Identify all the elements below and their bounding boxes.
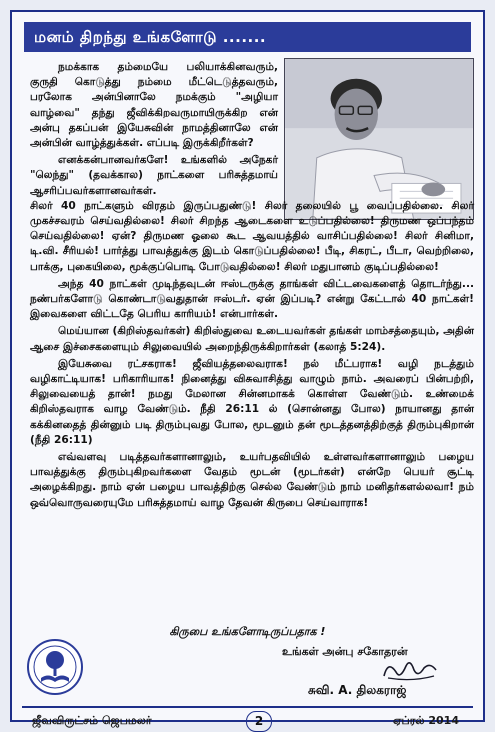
signoff-from: உங்கள் அன்பு சகோதரன் bbox=[282, 645, 408, 658]
paragraph-easter: அந்த 40 நாட்கள் முடிந்தவுடன் ஈஸ்டருக்கு தாங்கள் விட்டவைகளைத் தொடர்ந்து... நண்பர்களோடு கொண்டாடுவதுதான் ஈஸ்டர். ஏன் இப்படி? என்று கேட்டால் 40 நாட்கள்! இவைகளை விட்டதே பெரிய காரியம்! என்பார்கள். bbox=[30, 277, 474, 321]
paragraph-proverbs: இயேசுவை ரட்சகராக! ஜீவியத்தலைவராக! நல் மீட்பராக! வழி நடத்தும் வழிகாட்டியாக! பரிகாரியாக! நினைத்து விசுவாசித்து வாழும் நாம். அவரைப் பின்பற்றி, சிலுவையைத் தான்! நமது மேலான சின்னமாகக் கொள்ள வேண்டும். உண்மைக் கிறிஸ்தவராக வாழ வேண்டும். நீதி 26:11 ல் (சொன்னது போல) நாயானது தான் கக்கினதைத் தின்னும் படி திரும்புவது போல, மூடனும் தன் மூடத்தனத்திற்குத் திரும்புகிறான் (நீதி 26:11) bbox=[30, 357, 474, 446]
author-name: சுவி. A. திலகராஜ் bbox=[308, 683, 407, 697]
magazine-page bbox=[10, 10, 485, 728]
paragraph-conclusion: எவ்வளவு படித்தவர்களானாலும், உயர்பதவியில் உள்ளவர்களானாலும் பழைய பாவத்துக்கு திரும்புகிறவர்களை வேதம் மூடன் (மூடர்கள்) என்றே பெயர் சூட்டி அழைக்கிறது. நாம் ஏன் பழைய பாவத்திற்கு செல்ல வேண்டும் நாம் மனிதர்களல்லவா! நம் ஒவ்வொருவரையுமே பரிசுத்தமாய் வாழ தேவன் கிருபை செய்வாராக! bbox=[30, 451, 474, 509]
closing-blessing: கிருபை உங்களோடிருப்பதாக ! bbox=[169, 625, 326, 638]
footer-divider bbox=[22, 706, 473, 708]
footer-magazine-name: ஜீவவிருட்சம் ஜெபமலர் bbox=[32, 714, 152, 727]
handwritten-signature bbox=[378, 656, 442, 684]
magazine-logo bbox=[26, 638, 84, 696]
footer-issue-date: ஏப்ரல் 2014 bbox=[392, 714, 459, 727]
paragraph-greeting: நமக்காக தம்மையே பலியாக்கினவரும், குருதி கொடுத்து நம்மை மீட்டெடுத்தவரும், பரலோக அன்பினாலே நமக்கும் "அழியா வாழ்வை" தந்து ஜீவிக்கிறவருமாயிருக்கிற என் அன்பு தகப்பன் இயேசுவின் நாமத்தினாலே என் அன்பின் வாழ்த்துக்கள். எப்படி இருக்கிறீர்கள்? bbox=[30, 61, 278, 150]
paragraph-lent-practices: சிலர் 40 நாட்களும் விரதம் இருப்பதுண்டு! சிலர் தலையில் பூ வைப்பதில்லை. சிலர் முகச்சவரம் செய்வதில்லை! சிலர் சிறந்த ஆடைகளை உடுப்பதில்லை! திருமண ஒப்பந்தம் செய்வதில்லை! ஏன்? திருமண ஓலை கூட ஆவயத்தில் வாசிப்பதில்லை! சிலர் சினிமா, டி.வி. சீரியல்! பார்த்து பாவத்துக்கு இடம் கொடுப்பதில்லை! பீடி, சிகரட், பீடா, வெற்றிலை, பாக்கு, புகையிலை, மூக்குப்பொடி போடுவதில்லை! சிலர் மதுபானம் குடிப்பதில்லை! bbox=[30, 199, 474, 273]
paragraph-galatians: மெய்யான (கிறிஸ்தவர்கள்) கிறிஸ்துவை உடையவர்கள் தங்கள் மாம்சத்தையும், அதின் ஆசை இச்சைகளையும் சிலுவையில் அறைந்திருக்கிறார்கள் (கலாத் 5:24). bbox=[30, 325, 474, 353]
paragraph-lent-intro: எனக்கன்பானவர்களே! உங்களில் அநேகர் "லெந்து" (தவக்கால) நாட்களை பரிசுத்தமாய் ஆசரிப்பவர்களானவர்கள். bbox=[30, 154, 278, 197]
letter-body bbox=[30, 60, 474, 511]
page-title: மனம் திறந்து உங்களோடு ....... bbox=[24, 22, 471, 52]
page-number: 2 bbox=[246, 711, 272, 732]
